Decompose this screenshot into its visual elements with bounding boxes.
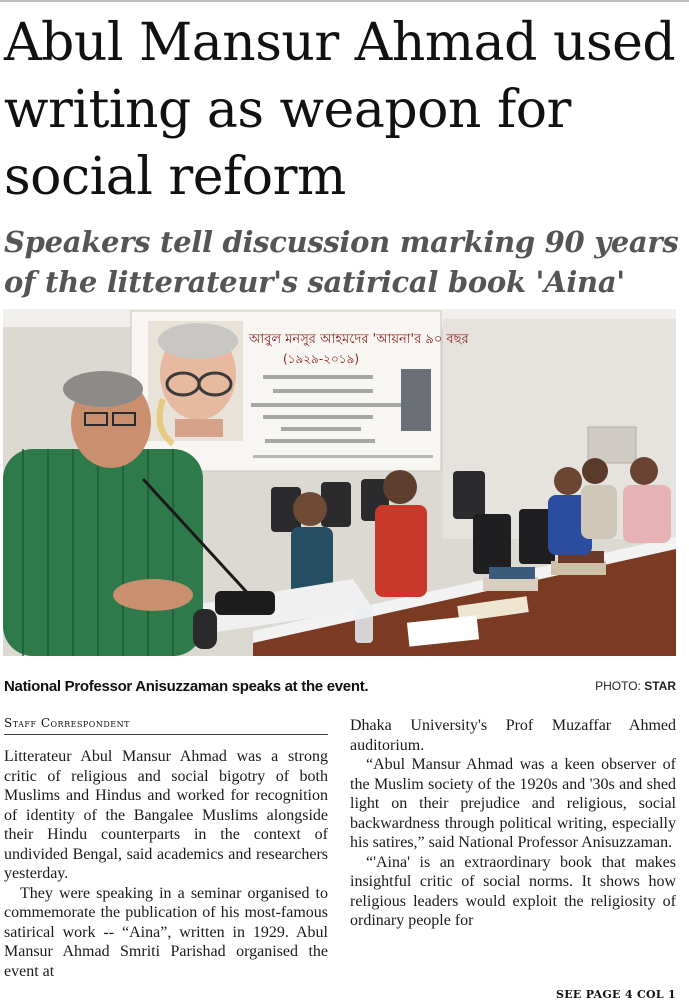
photo-credit-label: PHOTO: [595,679,641,693]
jump-line: SEE PAGE 4 COL 1 [556,988,676,1001]
paragraph: “Abul Mansur Ahmad was a keen observer of the Muslim society of the 1920s and '30s and shed light on their prejudice and religious, social backwardness through political writing, especially his satires,” said National Professor Anisuzzaman. [350,756,676,851]
news-photo [3,309,676,656]
photo-credit-source: STAR [644,679,676,693]
photo-credit [595,679,676,693]
byline: Staff Correspondent [4,716,328,735]
headline: Abul Mansur Ahmad used writing as weapon for social reform [4,13,676,207]
subheadline: Speakers tell discussion marking 90 years of the litterateur's satirical book 'Aina' [4,225,679,299]
paragraph: “'Aina' is an extraordinary book that makes insightful critic of social norms. It shows how religious leaders would exploit the religiosity of ordinary people for [350,853,676,929]
banner-years: (১৯২৯-২০১৯) [283,352,360,366]
paragraph: Litterateur Abul Mansur Ahmad was a strong critic of religious and social bigotry of both Muslims and Hindus and worked for recognition of identity of the Bangalee Muslims alongside their Hindu counterparts in the context of undivided Bengal, said academics and researchers yesterday. [4,748,328,882]
article-column-2 [350,716,676,931]
article-column-1 [4,747,328,981]
paragraph: Dhaka University's Prof Muzaffar Ahmed auditorium. [350,717,676,754]
paragraph: They were speaking in a seminar organised to commemorate the publication of his most-famous satirical work -- “Aina”, written in 1929. Abul Mansur Ahmad Smriti Parishad organised the event at [4,884,328,980]
banner-title: আবুল মনসুর আহমদের 'আয়না'র ৯০ বছর [249,332,469,347]
event-banner [131,311,470,471]
photo-caption: National Professor Anisuzzaman speaks at the event. [4,678,369,695]
top-rule [0,0,689,2]
